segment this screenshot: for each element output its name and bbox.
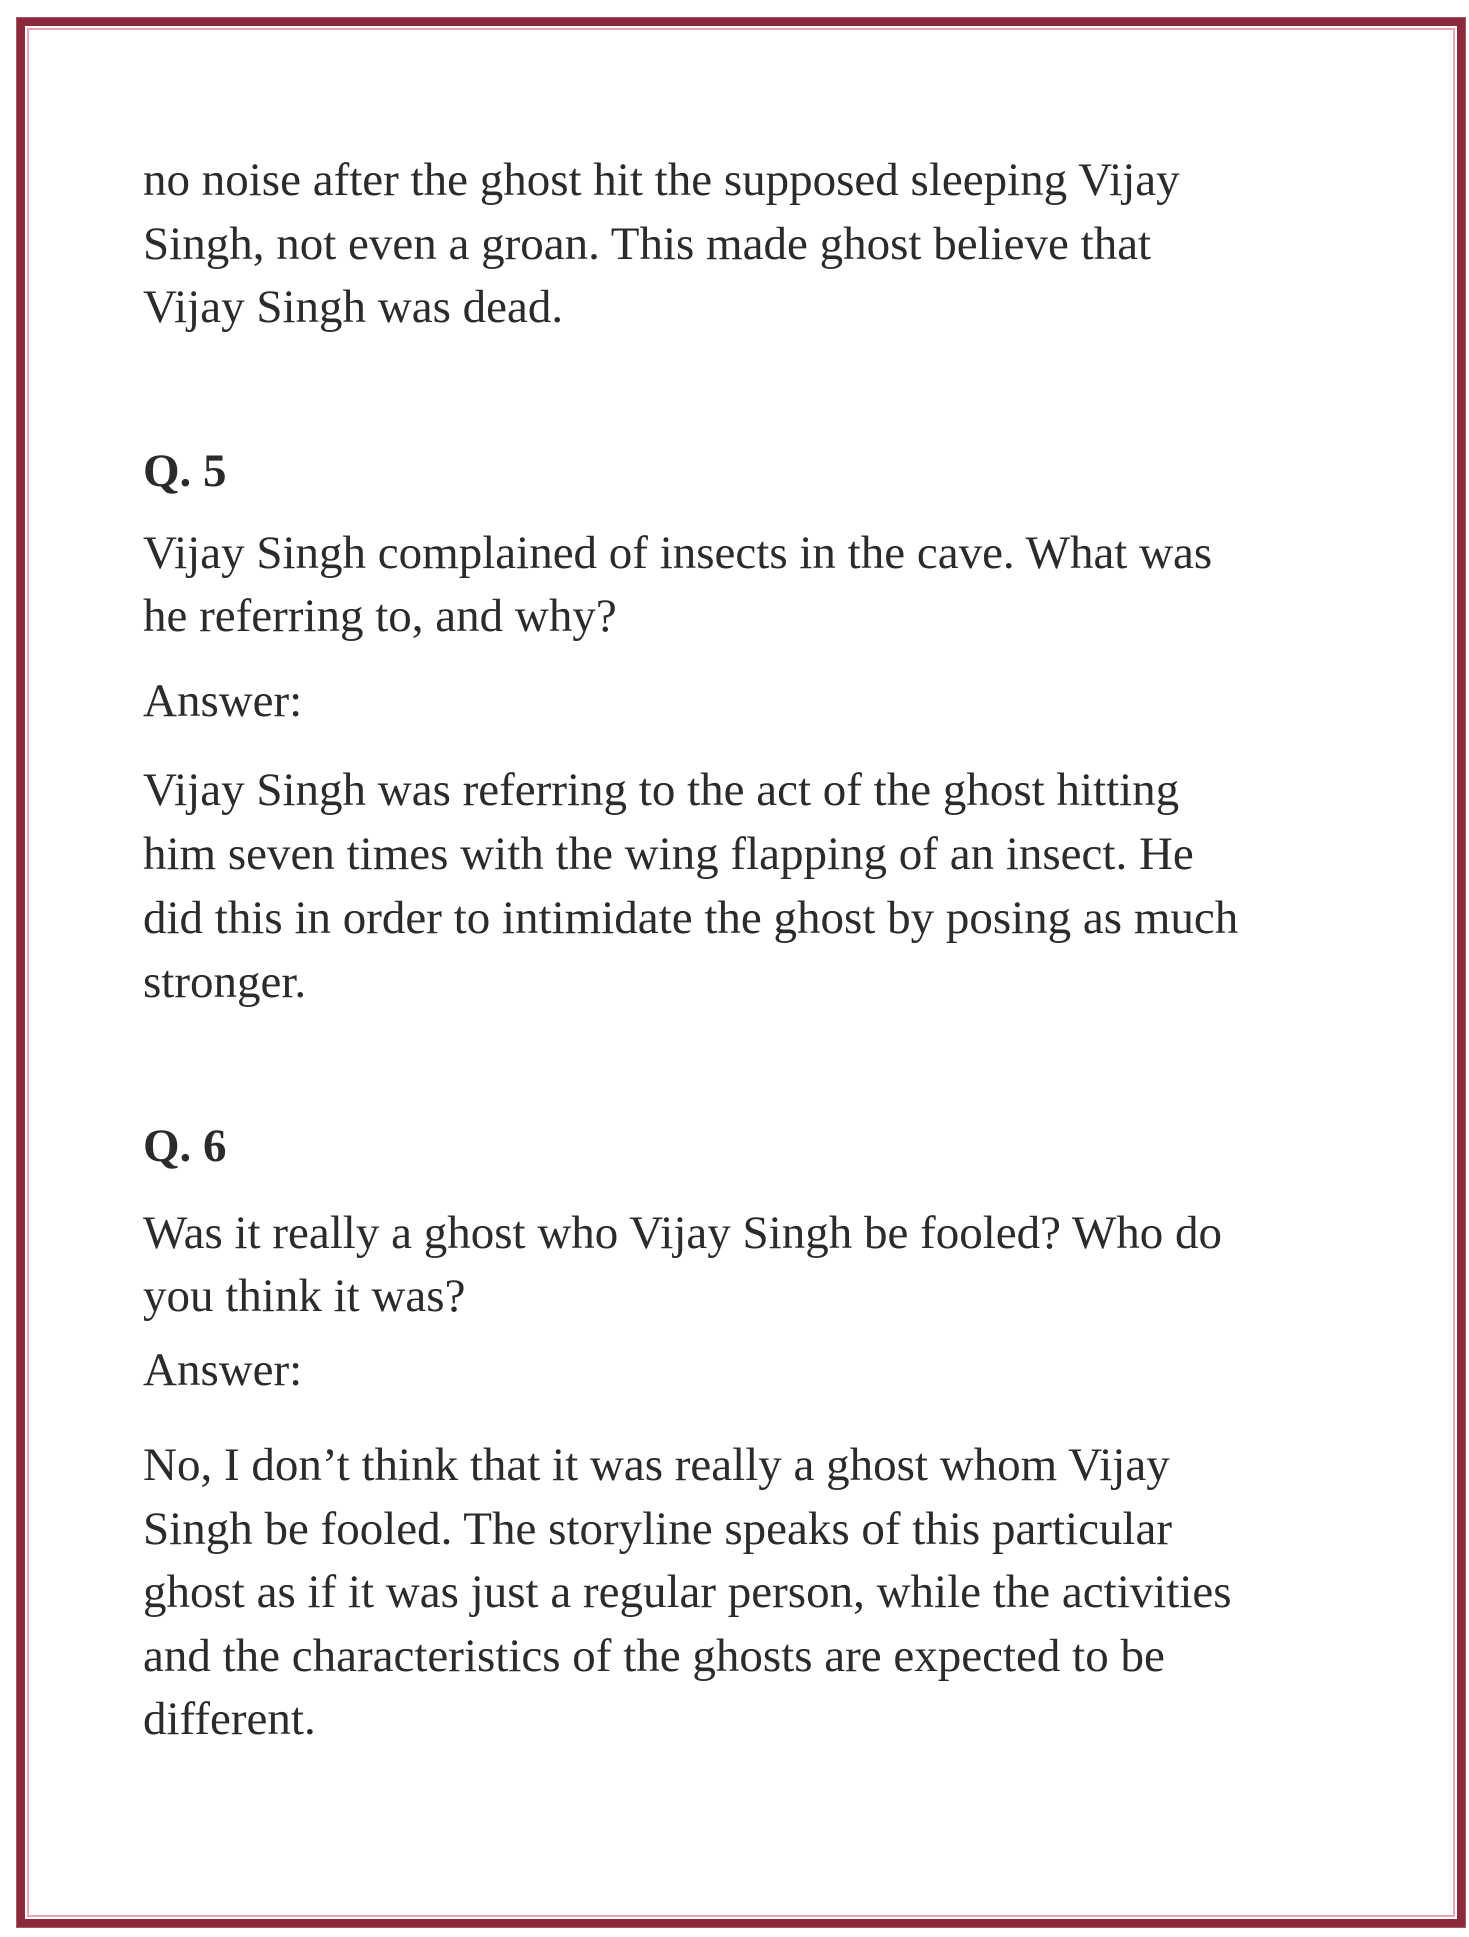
answer-text-line: him seven times with the wing flapping of an insect. He (143, 828, 1194, 880)
answer-text-line: and the characteristics of the ghosts are expected to be (143, 1630, 1165, 1682)
question-text-line: you think it was? (143, 1270, 466, 1322)
answer-text-line: stronger. (143, 956, 307, 1008)
text-line: no noise after the ghost hit the supposed sleeping Vijay (143, 154, 1180, 206)
answer-text-line: Vijay Singh was referring to the act of the ghost hitting (143, 764, 1180, 816)
question-text-line: he referring to, and why? (143, 590, 617, 642)
text-line: Singh, not even a groan. This made ghost believe that (143, 218, 1152, 270)
text-line: Vijay Singh was dead. (143, 281, 564, 333)
answer-text-line: did this in order to intimidate the ghost by posing as much (143, 892, 1239, 944)
answer-text-line: different. (143, 1693, 316, 1745)
answer-text-line: No, I don’t think that it was really a ghost whom Vijay (143, 1439, 1170, 1491)
question-number: Q. 5 (143, 445, 227, 497)
answer-label: Answer: (143, 1344, 303, 1396)
answer-text-line: Singh be fooled. The storyline speaks of this particular (143, 1503, 1172, 1555)
answer-text-line: ghost as if it was just a regular person, while the activities (143, 1566, 1232, 1618)
question-text-line: Was it really a ghost who Vijay Singh be fooled? Who do (143, 1207, 1223, 1259)
answer-label: Answer: (143, 675, 303, 727)
question-text-line: Vijay Singh complained of insects in the cave. What was (143, 527, 1213, 579)
question-number: Q. 6 (143, 1120, 227, 1172)
